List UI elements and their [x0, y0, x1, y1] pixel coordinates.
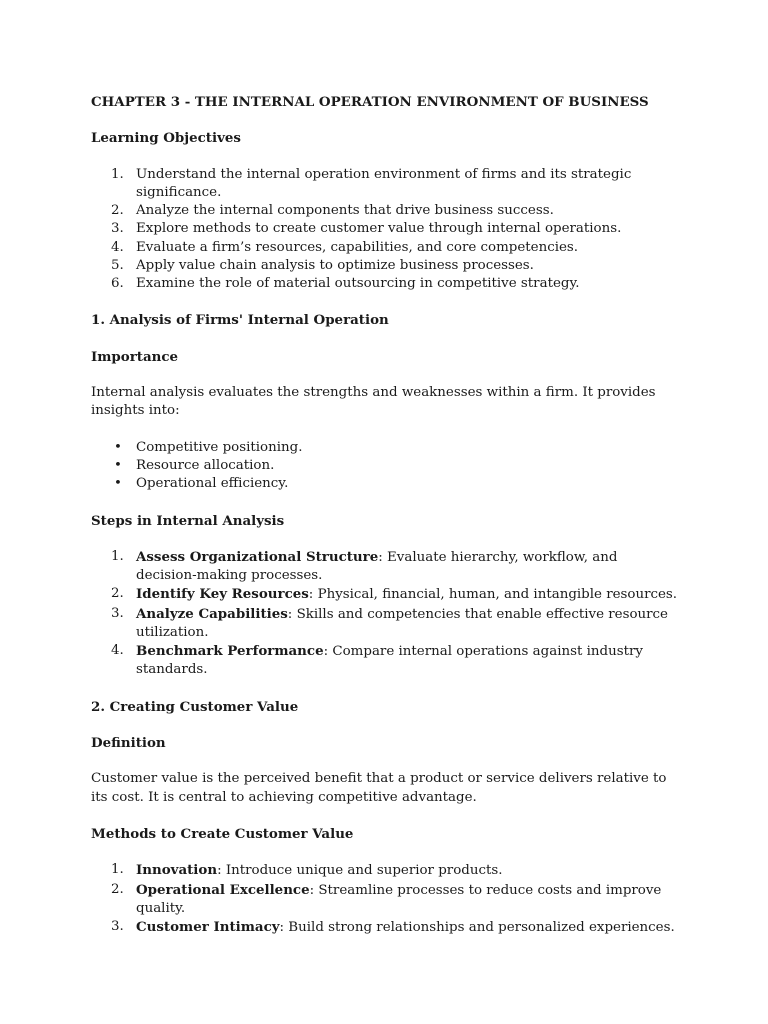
- learning-objectives-list: [91, 166, 678, 293]
- list-item-text: Apply value chain analysis to optimize business processes.: [136, 257, 534, 273]
- list-item: [91, 548, 678, 585]
- list-number: 3.: [111, 605, 124, 621]
- chapter-title: CHAPTER 3 - THE INTERNAL OPERATION ENVIRONMENT OF BUSINESS: [91, 94, 649, 110]
- method-term: Customer Intimacy: [136, 918, 280, 935]
- list-item: [91, 220, 678, 238]
- list-item: [91, 605, 678, 642]
- step-description: : Compare internal operations against industry standards.: [136, 643, 643, 678]
- steps-list: [91, 548, 678, 679]
- list-item-text: Competitive positioning.: [136, 439, 303, 455]
- list-item: [91, 457, 678, 475]
- list-item: [91, 439, 678, 457]
- importance-paragraph: Internal analysis evaluates the strengths and weaknesses within a firm. It provides insights into:: [91, 385, 656, 419]
- section-2-heading: 2. Creating Customer Value: [91, 698, 299, 715]
- bullet-marker: •: [114, 476, 122, 492]
- list-number: 1.: [111, 862, 124, 878]
- list-item-text: Operational efficiency.: [136, 476, 289, 492]
- section-1-heading: 1. Analysis of Firms' Internal Operation: [91, 312, 389, 329]
- list-number: 3.: [111, 221, 124, 237]
- list-item: [91, 166, 678, 202]
- importance-heading: Importance: [91, 348, 179, 365]
- list-item: [91, 275, 678, 293]
- step-term: Benchmark Performance: [136, 642, 324, 659]
- list-item: [91, 861, 678, 880]
- list-number: 5.: [111, 257, 124, 273]
- steps-heading: Steps in Internal Analysis: [91, 512, 285, 529]
- list-number: 4.: [111, 239, 124, 255]
- definition-heading: Definition: [91, 734, 166, 751]
- importance-bullet-list: [91, 439, 678, 494]
- bullet-marker: •: [114, 439, 122, 455]
- method-description: : Build strong relationships and personalized experiences.: [279, 919, 675, 935]
- step-description: : Evaluate hierarchy, workflow, and decision-making processes.: [136, 549, 618, 584]
- methods-list: [91, 861, 678, 937]
- methods-heading: Methods to Create Customer Value: [91, 825, 354, 842]
- list-item-text: Examine the role of material outsourcing in competitive strategy.: [136, 276, 580, 291]
- list-item-text: Explore methods to create customer value through internal operations.: [136, 221, 622, 237]
- list-item: [91, 881, 678, 918]
- list-item-text: Evaluate a firm’s resources, capabilities, and core competencies.: [136, 239, 579, 255]
- learning-objectives-heading: Learning Objectives: [91, 130, 241, 147]
- list-number: 2.: [111, 586, 124, 602]
- step-term: Analyze Capabilities: [136, 605, 288, 622]
- definition-paragraph: Customer value is the perceived benefit that a product or service delivers relative to its cost. It is central to achieving competitive advantage.: [91, 771, 667, 805]
- step-description: : Physical, financial, human, and intangible resources.: [308, 587, 678, 603]
- list-item: [91, 642, 678, 679]
- list-item: [91, 239, 678, 257]
- method-description: : Introduce unique and superior products.: [217, 863, 503, 879]
- step-description: : Skills and competencies that enable effective resource utilization.: [136, 606, 668, 640]
- method-description: : Streamline processes to reduce costs and improve quality.: [136, 882, 662, 916]
- method-term: Operational Excellence: [136, 881, 310, 898]
- bullet-marker: •: [114, 457, 122, 473]
- list-number: 3.: [111, 918, 124, 934]
- list-number: 1.: [111, 548, 124, 564]
- list-number: 2.: [111, 881, 124, 897]
- list-item-text: Understand the internal operation environment of firms and its strategic significance.: [136, 166, 632, 200]
- list-item: [91, 257, 678, 275]
- list-item: [91, 585, 678, 604]
- list-item: [91, 475, 678, 493]
- list-item-text: Analyze the internal components that drive business success.: [136, 203, 554, 219]
- list-item: [91, 918, 678, 937]
- list-number: 2.: [111, 203, 124, 219]
- step-term: Identify Key Resources: [136, 586, 309, 603]
- list-number: 1.: [111, 166, 124, 182]
- step-term: Assess Organizational Structure: [136, 548, 379, 565]
- list-number: 6.: [111, 276, 124, 291]
- list-item-text: Resource allocation.: [136, 457, 275, 473]
- list-number: 4.: [111, 642, 124, 658]
- method-term: Innovation: [136, 862, 218, 879]
- list-item: [91, 202, 678, 220]
